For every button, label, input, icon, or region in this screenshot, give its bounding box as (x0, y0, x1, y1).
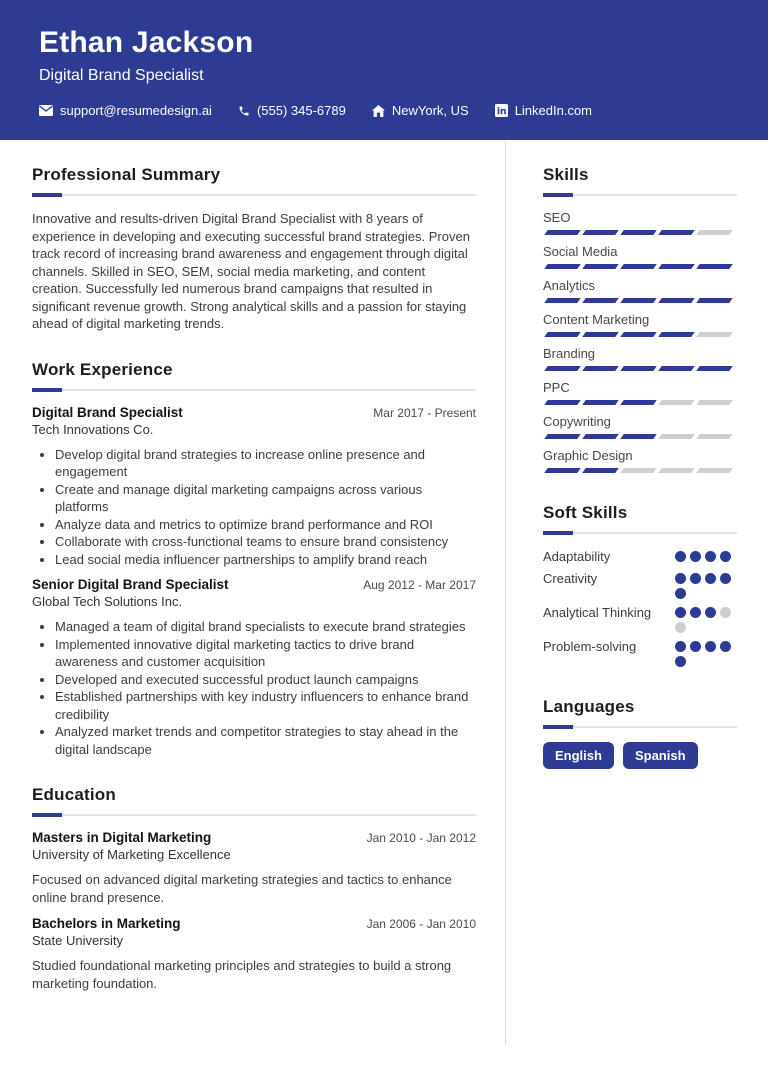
rating-dot (690, 573, 701, 584)
skill-name: Analytics (543, 278, 596, 293)
soft-skill-dots (675, 604, 737, 633)
phone-icon (238, 105, 250, 117)
job-header (32, 405, 476, 420)
linkedin-icon (495, 104, 508, 117)
rating-dot (690, 641, 701, 652)
education-description: Studied foundational marketing principles and strategies to build a strong marketing foundation. (32, 958, 452, 991)
school-name: University of Marketing Excellence (32, 847, 231, 862)
skill-bar-segment (620, 332, 657, 337)
contact-text: (555) 345-6789 (256, 103, 346, 118)
job-company: Tech Innovations Co. (32, 421, 154, 437)
skill-bar-segment (582, 366, 619, 371)
job-bullet: • Develop digital brand strategies to increase online presence and engagement (55, 446, 476, 481)
job-bullet: • Managed a team of digital brand specialists to execute brand strategies (55, 618, 476, 636)
job-bullet: • Analyzed market trends and competitor strategies to stay ahead in the digital landscape (55, 723, 476, 758)
skill-bar-segment (696, 468, 733, 473)
job-bullet: • Established partnerships with key industry influencers to enhance brand credibility (55, 688, 476, 723)
skill-bar-segment (696, 230, 733, 235)
skill-bar-segment (544, 230, 581, 235)
skill-item (543, 448, 737, 473)
school-name: State University (32, 933, 124, 948)
skill-bar (543, 366, 737, 371)
skill-list (543, 210, 737, 473)
skill-bar-segment (696, 332, 733, 337)
skill-bar-segment (658, 230, 695, 235)
soft-skill-item (543, 604, 737, 633)
job-dates: Mar 2017 - Present (373, 405, 476, 420)
section-rule (543, 193, 737, 197)
contact-item (495, 103, 592, 118)
skill-bar-segment (620, 230, 657, 235)
skill-name: PPC (543, 380, 570, 395)
languages-section (543, 697, 737, 769)
skill-bar-segment (620, 400, 657, 405)
job-entry (32, 405, 476, 569)
education-entry (32, 830, 476, 906)
soft-skill-item (543, 570, 737, 599)
skill-item (543, 244, 737, 269)
person-job-title: Digital Brand Specialist (39, 67, 204, 84)
skill-bar-segment (582, 400, 619, 405)
soft-skill-dots (675, 638, 737, 667)
skill-bar-segment (582, 434, 619, 439)
section-rule (32, 193, 476, 197)
skill-item (543, 278, 737, 303)
soft-skill-list (543, 548, 737, 667)
soft-skill-name: Problem-solving (543, 639, 637, 654)
education-dates: Jan 2006 - Jan 2010 (366, 917, 476, 931)
skill-item (543, 210, 737, 235)
rating-dot (675, 588, 686, 599)
education-entry (32, 916, 476, 992)
skill-item (543, 312, 737, 337)
skill-bar-segment (544, 332, 581, 337)
skill-bar (543, 468, 737, 473)
skill-name: Branding (543, 346, 596, 361)
job-header (32, 577, 476, 592)
education-header (32, 830, 476, 845)
job-bullet: • Create and manage digital marketing campaigns across various platforms (55, 481, 476, 516)
contact-row (39, 103, 729, 118)
skill-bar-segment (696, 264, 733, 269)
rating-dot (675, 551, 686, 562)
skill-bar (543, 298, 737, 303)
language-badge: English (543, 742, 614, 769)
skill-bar-segment (544, 264, 581, 269)
person-name: Ethan Jackson (39, 26, 254, 59)
resume-header (0, 0, 768, 140)
job-title: Senior Digital Brand Specialist (32, 577, 229, 592)
skill-bar-segment (620, 468, 657, 473)
education-section (32, 785, 476, 992)
skill-bar-segment (658, 468, 695, 473)
soft-skill-name: Creativity (543, 571, 598, 586)
job-list (32, 405, 476, 759)
education-description: Focused on advanced digital marketing strategies and tactics to enhance online brand presence. (32, 872, 452, 905)
soft-skill-item (543, 638, 737, 667)
skill-bar-segment (544, 400, 581, 405)
rating-dot (720, 573, 731, 584)
summary-section (32, 165, 476, 333)
resume-body (0, 140, 768, 1002)
soft-skill-dots (675, 548, 737, 565)
skill-bar-segment (582, 468, 619, 473)
skill-bar-segment (582, 332, 619, 337)
job-bullet: • Analyze data and metrics to optimize brand performance and ROI (55, 516, 476, 534)
rating-dot (675, 656, 686, 667)
skill-bar-segment (658, 400, 695, 405)
education-header (32, 916, 476, 931)
contact-text: LinkedIn.com (514, 103, 593, 118)
skill-bar-segment (620, 298, 657, 303)
skill-bar-segment (620, 264, 657, 269)
section-rule (543, 725, 737, 729)
skill-bar-segment (658, 298, 695, 303)
skill-bar (543, 230, 737, 235)
contact-item (238, 103, 346, 118)
summary-heading: Professional Summary (32, 165, 221, 184)
soft-skill-name: Analytical Thinking (543, 605, 652, 620)
job-entry (32, 577, 476, 758)
column-divider (505, 140, 506, 1045)
skill-bar-segment (696, 434, 733, 439)
rating-dot (675, 573, 686, 584)
education-dates: Jan 2010 - Jan 2012 (366, 831, 476, 845)
rating-dot (675, 622, 686, 633)
rating-dot (705, 551, 716, 562)
education-heading: Education (32, 785, 116, 804)
job-bullet-list (32, 446, 476, 569)
section-rule (32, 813, 476, 817)
rating-dot (705, 607, 716, 618)
job-bullet: • Developed and executed successful product launch campaigns (55, 671, 476, 689)
rating-dot (720, 607, 731, 618)
section-rule (32, 388, 476, 392)
job-dates: Aug 2012 - Mar 2017 (363, 578, 476, 592)
skill-bar-segment (658, 366, 695, 371)
skill-item (543, 346, 737, 371)
skill-bar-segment (582, 230, 619, 235)
skills-section (543, 165, 737, 473)
summary-text: Innovative and results-driven Digital Brand Specialist with 8 years of experience in developing and executing successful brand strategies. Proven track record of increasing brand awareness and engagement through digital channels. Skilled in SEO, SEM, social media marketing, and content creation. Successfully led numerous brand campaigns that resulted in significant revenue growth. Strong analytical skills and a passion for staying ahead of digital marketing trends. (32, 211, 470, 331)
languages-heading: Languages (543, 697, 635, 716)
rating-dot (705, 641, 716, 652)
skill-bar-segment (544, 434, 581, 439)
skill-bar (543, 264, 737, 269)
job-company: Global Tech Solutions Inc. (32, 594, 183, 609)
skill-bar (543, 332, 737, 337)
skill-bar-segment (620, 366, 657, 371)
skill-bar-segment (696, 298, 733, 303)
experience-section (32, 360, 476, 759)
contact-text: NewYork, US (391, 103, 469, 118)
education-list (32, 830, 476, 992)
skills-heading: Skills (543, 165, 589, 184)
degree-title: Masters in Digital Marketing (32, 830, 212, 845)
skill-item (543, 414, 737, 439)
skill-bar-segment (658, 332, 695, 337)
skill-bar-segment (544, 298, 581, 303)
rating-dot (705, 573, 716, 584)
skill-bar-segment (620, 434, 657, 439)
soft-skills-section (543, 503, 737, 667)
experience-heading: Work Experience (32, 359, 173, 379)
job-bullet: • Collaborate with cross-functional teams to ensure brand consistency (55, 533, 476, 551)
rating-dot (690, 551, 701, 562)
home-icon (372, 105, 385, 117)
skill-bar (543, 434, 737, 439)
section-rule (543, 531, 737, 535)
skill-name: Copywriting (543, 414, 611, 429)
rating-dot (675, 641, 686, 652)
rating-dot (720, 551, 731, 562)
envelope-icon (39, 105, 53, 116)
soft-skill-name: Adaptability (543, 549, 611, 564)
skill-bar-segment (544, 366, 581, 371)
skill-bar-segment (658, 264, 695, 269)
skill-name: Content Marketing (543, 312, 650, 327)
skill-bar-segment (582, 298, 619, 303)
skill-bar-segment (696, 400, 733, 405)
soft-skill-item (543, 548, 737, 565)
job-title: Digital Brand Specialist (32, 404, 183, 420)
skill-name: Social Media (543, 244, 618, 259)
job-bullet: • Implemented innovative digital marketing tactics to drive brand awareness and customer acquisition (55, 636, 476, 671)
language-badge: Spanish (623, 742, 698, 769)
degree-title: Bachelors in Marketing (32, 916, 181, 931)
contact-item (39, 103, 212, 118)
rating-dot (720, 641, 731, 652)
skill-bar-segment (696, 366, 733, 371)
job-bullet: • Lead social media influencer partnerships to amplify brand reach (55, 551, 476, 569)
rating-dot (675, 607, 686, 618)
skill-item (543, 380, 737, 405)
main-column (32, 140, 476, 1002)
skill-bar (543, 400, 737, 405)
skill-bar-segment (658, 434, 695, 439)
rating-dot (690, 607, 701, 618)
skill-bar-segment (582, 264, 619, 269)
contact-text: support@resumedesign.ai (60, 103, 212, 118)
sidebar-column (543, 140, 737, 769)
skill-name: Graphic Design (543, 448, 633, 463)
contact-item (372, 103, 469, 118)
soft-skills-heading: Soft Skills (543, 503, 628, 522)
soft-skill-dots (675, 570, 737, 599)
language-badges (543, 742, 737, 769)
skill-bar-segment (544, 468, 581, 473)
skill-name: SEO (543, 210, 571, 225)
job-bullet-list (32, 618, 476, 758)
